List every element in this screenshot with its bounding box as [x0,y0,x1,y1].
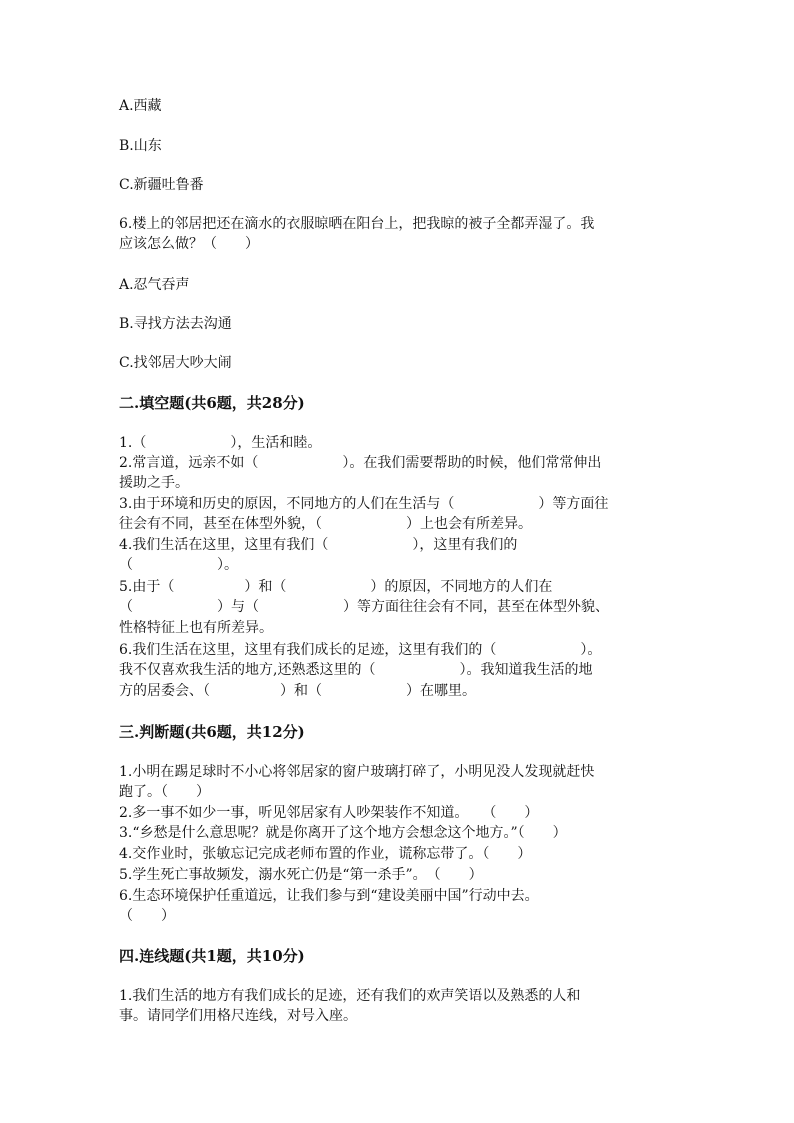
question-line: 5.由于（ ）和（ ）的原因，不同地方的人们在 [119,579,553,595]
option-c: C.找邻居大吵大闹 [119,355,232,371]
question-line: 3.“乡愁是什么意思呢？就是你离开了这个地方会想念这个地方。”（ ） [119,825,567,841]
question-line: 援助之手。 [119,475,189,491]
question-line: 1.（ ），生活和睦。 [119,435,322,451]
question-line: （ ） [119,908,175,924]
question-line: 1.小明在踢足球时不小心将邻居家的窗户玻璃打碎了，小明见没人发现就赶快 [119,764,595,780]
option-b: B.山东 [119,138,162,154]
option-c: C.新疆吐鲁番 [119,177,204,193]
question-line: 3.由于环境和历史的原因，不同地方的人们在生活与（ ）等方面往 [119,496,609,512]
question-line: （ ）。 [119,557,238,573]
question-line: 1.我们生活的地方有我们成长的足迹，还有我们的欢声笑语以及熟悉的人和 [119,988,581,1004]
question-line: 方的居委会、（ ）和（ ）在哪里。 [119,683,476,699]
option-a: A.忍气吞声 [119,277,190,293]
question-line: 2.多一事不如少一事，听见邻居家有人吵架装作不知道。 （ ） [119,805,539,821]
question-line: 往会有不同，甚至在体型外貌，（ ）上也会有所差异。 [119,516,532,532]
question-line: 性格特征上也有所差异。 [119,620,273,636]
question-line: 5.学生死亡事故频发，溺水死亡仍是“第一杀手”。 （ ） [119,867,483,883]
question-line: 4.我们生活在这里，这里有我们（ ），这里有我们的 [119,537,518,553]
question-line: 我不仅喜欢我生活的地方,还熟悉这里的（ ）。我知道我生活的地 [119,662,593,678]
section-heading: 二.填空题(共6题，共28分) [119,394,305,412]
question-line: 跑了。（ ） [119,784,210,800]
question-line: （ ）与（ ）等方面往往会有不同，甚至在体型外貌、 [119,599,609,615]
question-line: 事。请同学们用格尺连线，对号入座。 [119,1008,357,1024]
option-a: A.西藏 [119,98,162,114]
question-line: 6.我们生活在这里，这里有我们成长的足迹，这里有我们的（ ）。 [119,642,602,658]
option-b: B.寻找方法去沟通 [119,316,232,332]
question-line: 2.常言道，远亲不如（ ）。在我们需要帮助的时候，他们常常伸出 [119,455,602,471]
section-heading: 四.连线题(共1题，共10分) [119,947,305,965]
question-line: 6.生态环境保护任重道远，让我们参与到“建设美丽中国”行动中去。 [119,888,539,904]
question-text: 应该怎么做？（ ） [119,236,259,252]
question-text: 6.楼上的邻居把还在滴水的衣服晾晒在阳台上，把我晾的被子全都弄湿了。我 [119,216,595,232]
question-line: 4.交作业时，张敏忘记完成老师布置的作业，谎称忘带了。（ ） [119,846,532,862]
section-heading: 三.判断题(共6题，共12分) [119,723,305,741]
